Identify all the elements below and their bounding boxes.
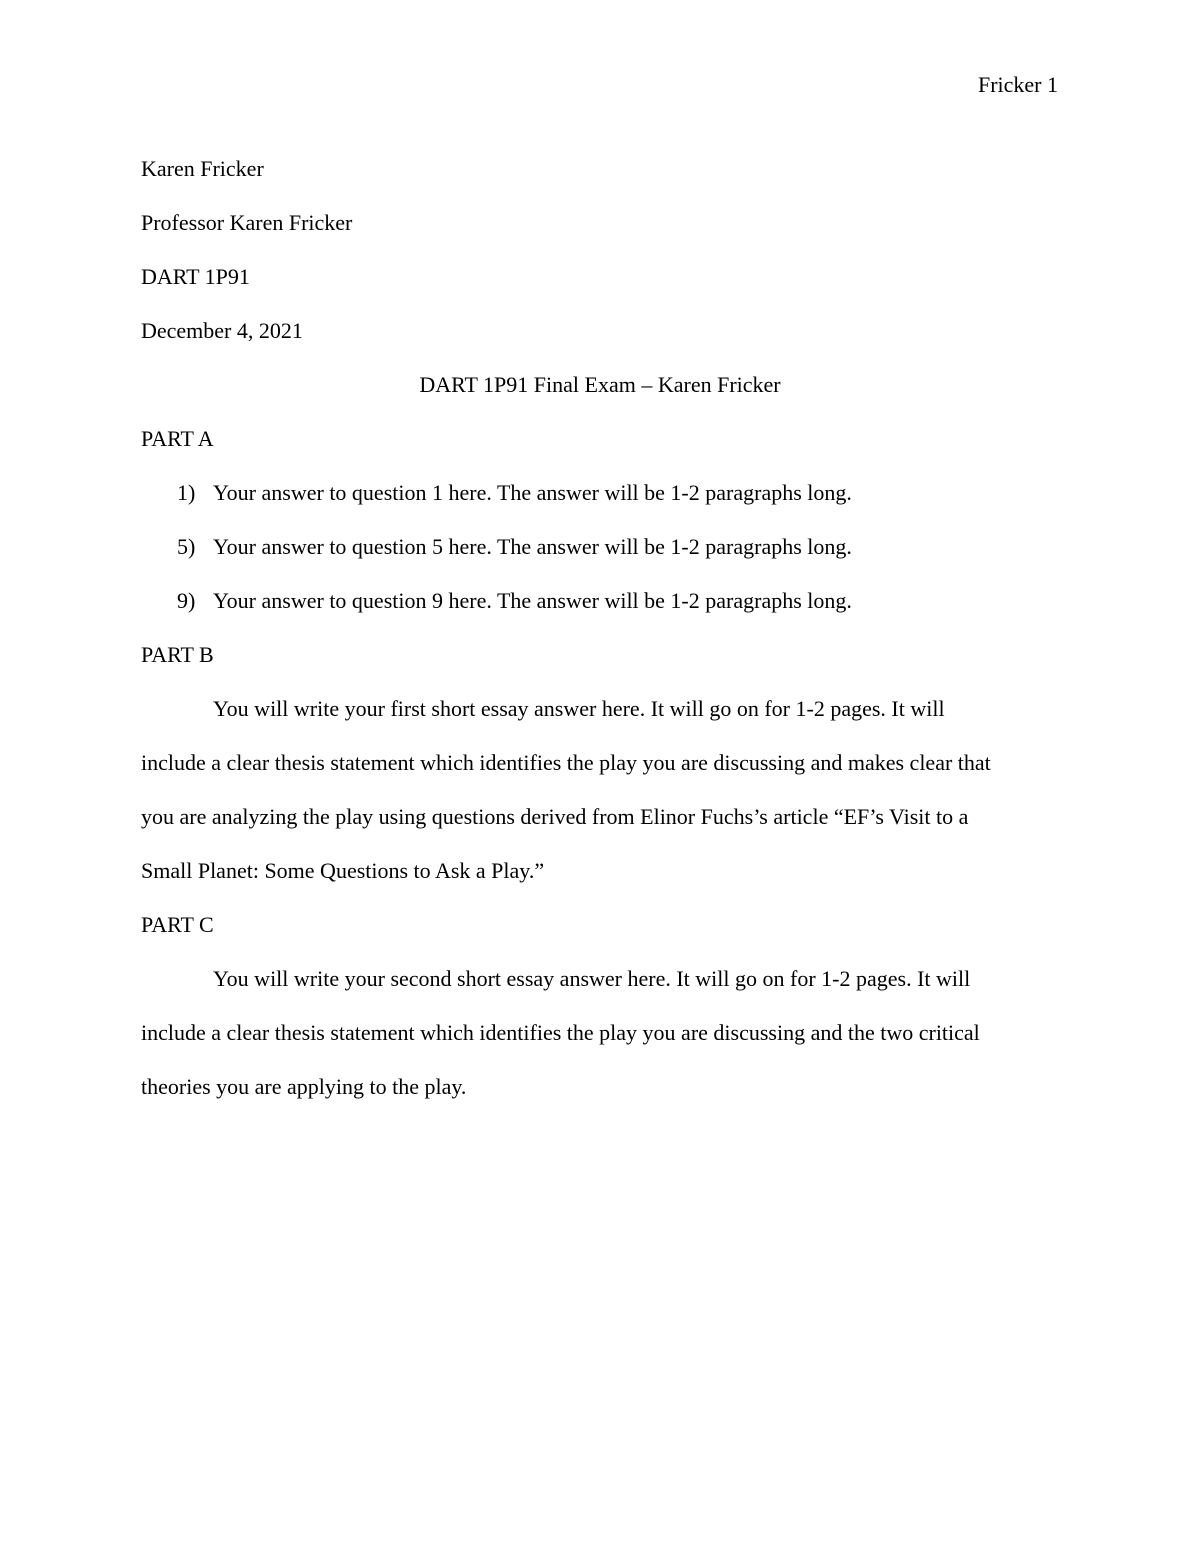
- document-title: DART 1P91 Final Exam – Karen Fricker: [419, 372, 781, 397]
- part-a-answer-list: [141, 466, 1059, 628]
- part-b-heading: PART B: [141, 642, 214, 667]
- paragraph-line: include a clear thesis statement which identifies the play you are discussing and makes clear that: [141, 750, 991, 775]
- paragraph-line: include a clear thesis statement which identifies the play you are discussing and the two critical: [141, 1020, 980, 1045]
- list-item-text: Your answer to question 5 here. The answer will be 1-2 paragraphs long.: [213, 534, 852, 559]
- list-item: [141, 466, 1059, 520]
- student-name: Karen Fricker: [141, 156, 264, 181]
- part-b-paragraph: [141, 682, 1059, 898]
- paragraph-line: Small Planet: Some Questions to Ask a Play.”: [141, 858, 545, 883]
- part-c-paragraph: [141, 952, 1059, 1114]
- list-item-number: 5): [177, 534, 196, 559]
- list-item: [141, 574, 1059, 628]
- document-body: [141, 142, 1059, 1114]
- list-item-number: 1): [177, 480, 196, 505]
- document-date: December 4, 2021: [141, 318, 303, 343]
- paragraph-line: you are analyzing the play using questions derived from Elinor Fuchs’s article “EF’s Visit to a: [141, 804, 969, 829]
- list-item: [141, 520, 1059, 574]
- list-item-text: Your answer to question 9 here. The answer will be 1-2 paragraphs long.: [213, 588, 852, 613]
- course-code: DART 1P91: [141, 264, 250, 289]
- part-c-heading: PART C: [141, 912, 214, 937]
- paragraph-line: theories you are applying to the play.: [141, 1074, 467, 1099]
- professor-name: Professor Karen Fricker: [141, 210, 353, 235]
- list-item-text: Your answer to question 1 here. The answer will be 1-2 paragraphs long.: [213, 480, 852, 505]
- paragraph-line: You will write your second short essay answer here. It will go on for 1-2 pages. It will: [213, 966, 971, 991]
- page-header: Fricker 1: [977, 72, 1058, 97]
- list-item-number: 9): [177, 588, 196, 613]
- paragraph-line: You will write your first short essay answer here. It will go on for 1-2 pages. It will: [213, 696, 945, 721]
- part-a-heading: PART A: [141, 426, 214, 451]
